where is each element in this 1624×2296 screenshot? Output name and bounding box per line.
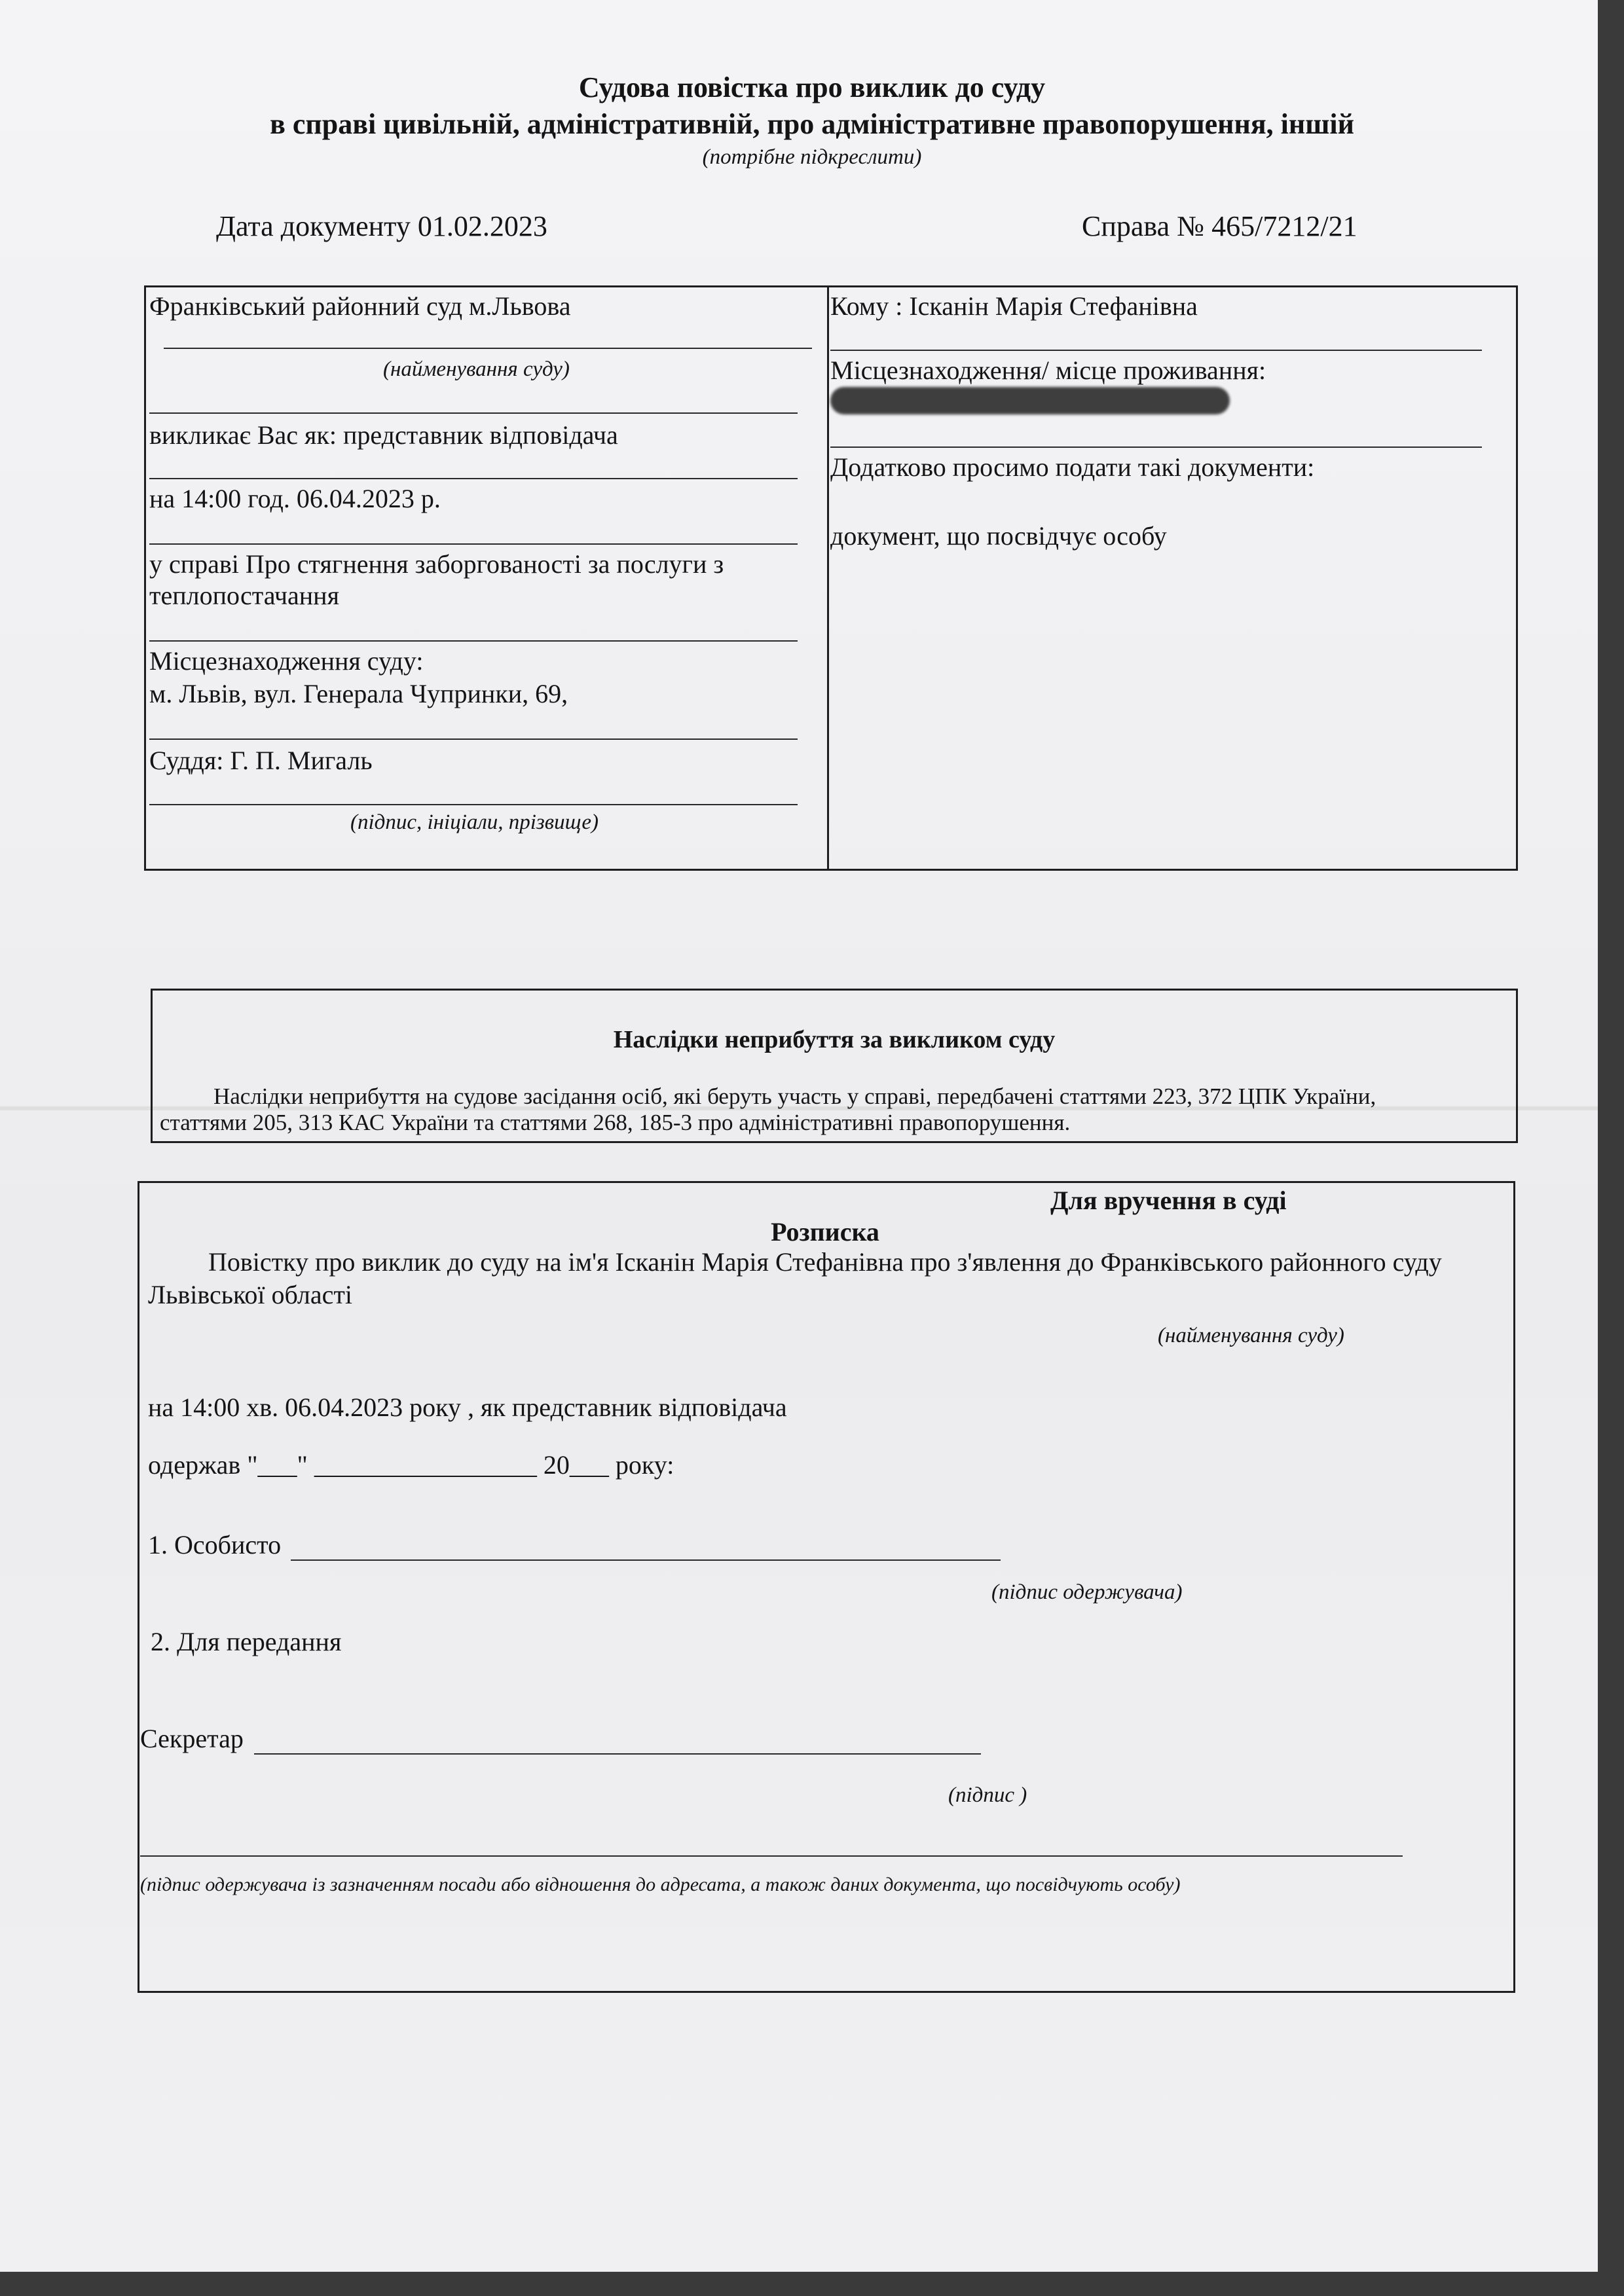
row-divider	[149, 738, 798, 740]
consequences-title: Наслідки неприбуття за викликом суду	[613, 1026, 1056, 1053]
court-underline	[164, 348, 812, 349]
recipient-signature-caption: (підпис одержувача)	[991, 1580, 1183, 1604]
consequences-line-2: статтями 205, 313 КАС України та статтями 268, 185-3 про адміністративні правопорушення.	[160, 1110, 1071, 1135]
received-date-line: одержав "___" _________________ 20___ року:	[148, 1450, 674, 1480]
row-divider	[830, 350, 1482, 351]
case-subject-line-2: теплопостачання	[149, 581, 339, 610]
bottom-caption: (підпис одержувача із зазначенням посади або відношення до адресата, а також даних документа, що посвідчують особу)	[140, 1874, 1181, 1895]
row-divider	[149, 640, 798, 642]
column-divider	[827, 285, 829, 871]
judge-name: Суддя: Г. П. Мигаль	[149, 746, 373, 775]
for-court-label: Для вручення в суді	[1050, 1186, 1287, 1215]
row-divider	[149, 804, 798, 805]
court-location-label: Місцезнаходження суду:	[149, 646, 424, 676]
title-line-2: в справі цивільній, адміністративній, про адміністративне правопорушення, іншій	[270, 108, 1354, 140]
receipt-line-1: Повістку про виклик до суду на ім'я Ісканін Марія Стефанівна про з'явлення до Франківського районного суду	[208, 1247, 1442, 1277]
documents-label: Додатково просимо подати такі документи:	[830, 452, 1315, 482]
row-divider	[149, 412, 798, 414]
hearing-time: на 14:00 год. 06.04.2023 р.	[149, 484, 441, 513]
consequences-line-1: Наслідки неприбуття на судове засідання осіб, які беруть участь у справі, передбачені статтями 223, 372 ЦПК України,	[213, 1084, 1376, 1109]
receipt-line-2: Львівської області	[148, 1280, 352, 1309]
row-divider	[830, 446, 1482, 448]
secretary-signature-caption: (підпис )	[948, 1783, 1027, 1807]
receipt-title: Розписка	[771, 1217, 879, 1247]
transfer-label: 2. Для передання	[151, 1627, 342, 1656]
court-location-value: м. Львів, вул. Генерала Чупринки, 69,	[149, 679, 568, 708]
redacted-address	[830, 387, 1230, 414]
court-caption: (найменування суду)	[383, 357, 570, 381]
underline-note: (потрібне підкреслити)	[702, 145, 922, 169]
recipient-name: Кому : Ісканін Марія Стефанівна	[830, 291, 1198, 321]
row-divider	[149, 543, 798, 545]
personally-signature-line	[291, 1559, 1001, 1561]
document-date: Дата документу 01.02.2023	[216, 210, 547, 242]
case-number: Справа № 465/7212/21	[1082, 210, 1357, 242]
receipt-court-caption: (найменування суду)	[1158, 1324, 1344, 1347]
secretary-label: Секретар	[140, 1724, 244, 1753]
summoned-as: викликає Вас як: представник відповідача	[149, 420, 618, 450]
court-name: Франківський районний суд м.Львова	[149, 291, 571, 321]
documents-value: документ, що посвідчує особу	[830, 521, 1167, 551]
receipt-time-line: на 14:00 хв. 06.04.2023 року , як представник відповідача	[148, 1393, 787, 1422]
case-subject-line-1: у справі Про стягнення заборгованості за послуги з	[149, 549, 724, 579]
signature-caption: (підпис, ініціали, прізвище)	[350, 811, 599, 834]
row-divider	[149, 478, 798, 479]
recipient-address-label: Місцезнаходження/ місце проживання:	[830, 355, 1266, 385]
personally-label: 1. Особисто	[148, 1530, 282, 1559]
title-line-1: Судова повістка про виклик до суду	[578, 71, 1046, 103]
bottom-signature-line	[140, 1855, 1403, 1857]
secretary-signature-line	[254, 1753, 981, 1755]
